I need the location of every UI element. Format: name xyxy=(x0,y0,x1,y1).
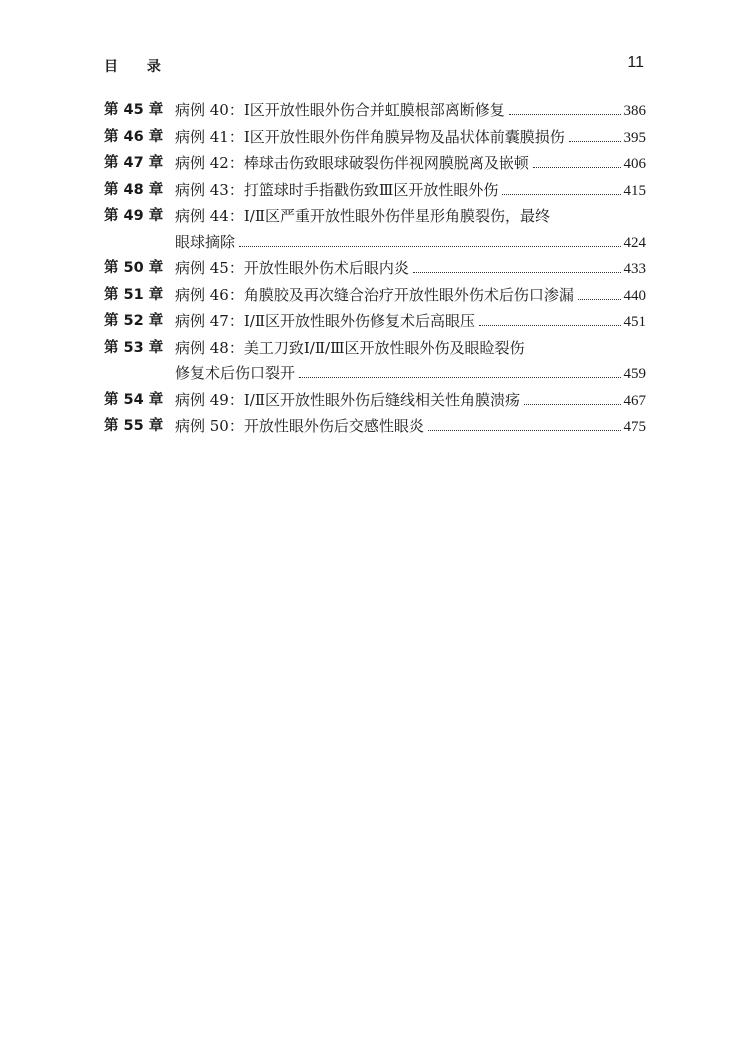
toc-entry[interactable] xyxy=(104,204,646,256)
page-number: 11 xyxy=(627,54,644,71)
entry-title: 病例 50：开放性眼外伤后交感性眼炎 xyxy=(175,417,424,435)
entry-title: 眼球摘除 xyxy=(175,232,236,251)
entry-line xyxy=(175,283,646,310)
entry-title: 病例 41：Ⅰ区开放性眼外伤伴角膜异物及晶状体前囊膜损伤 xyxy=(175,127,565,146)
chapter-number: 第 45 章 xyxy=(104,102,164,118)
entry-title: 病例 48：美工刀致Ⅰ/Ⅱ/Ⅲ区开放性眼外伤及眼睑裂伤 xyxy=(175,338,525,357)
entry-body xyxy=(175,336,646,388)
entry-line xyxy=(175,361,646,388)
entry-title: 病例 49：Ⅰ/Ⅱ区开放性眼外伤后缝线相关性角膜溃疡 xyxy=(175,390,521,409)
entry-page-number: 415 xyxy=(623,182,646,199)
dot-leader xyxy=(509,114,621,115)
chapter-number: 第 49 章 xyxy=(104,208,164,224)
entry-page-number: 433 xyxy=(623,261,646,277)
entry-body xyxy=(175,151,646,178)
dot-leader xyxy=(299,377,620,378)
entry-line xyxy=(175,309,646,336)
chapter-number: 第 47 章 xyxy=(104,155,164,171)
entry-body xyxy=(175,388,646,415)
dot-leader xyxy=(428,430,621,431)
entry-line xyxy=(175,178,646,205)
entry-title: 病例 44：Ⅰ/Ⅱ区严重开放性眼外伤伴星形角膜裂伤，最终 xyxy=(175,207,551,225)
chapter-number: 第 54 章 xyxy=(104,391,164,408)
toc-entry[interactable] xyxy=(104,283,646,310)
toc-entry[interactable] xyxy=(104,336,646,388)
section-title: 目 录 xyxy=(104,59,173,75)
entry-page-number: 440 xyxy=(623,287,646,304)
entry-title: 病例 40：Ⅰ区开放性眼外伤合并虹膜根部离断修复 xyxy=(175,101,505,119)
entry-body xyxy=(175,98,646,125)
toc-entry[interactable] xyxy=(104,388,646,415)
entry-title: 修复术后伤口裂开 xyxy=(175,364,296,382)
dot-leader xyxy=(569,141,621,142)
entry-page-number: 451 xyxy=(623,314,646,330)
entry-page-number: 395 xyxy=(623,129,646,146)
toc-entry[interactable] xyxy=(104,151,646,178)
toc-entry[interactable] xyxy=(104,178,646,205)
dot-leader xyxy=(524,404,620,405)
chapter-number: 第 51 章 xyxy=(104,286,164,303)
page-header xyxy=(104,56,644,80)
entry-title: 病例 47：Ⅰ/Ⅱ区开放性眼外伤修复术后高眼压 xyxy=(175,312,476,330)
dot-leader xyxy=(239,246,620,247)
entry-title: 病例 46：角膜胶及再次缝合治疗开放性眼外伤术后伤口渗漏 xyxy=(175,285,574,304)
entry-page-number: 467 xyxy=(623,392,646,409)
chapter-number: 第 53 章 xyxy=(104,339,164,356)
entry-body xyxy=(175,178,646,205)
dot-leader xyxy=(578,299,621,300)
dot-leader xyxy=(502,194,620,195)
entry-title: 病例 43：打篮球时手指戳伤致Ⅲ区开放性眼外伤 xyxy=(175,180,499,199)
toc-entry[interactable] xyxy=(104,98,646,125)
chapter-number: 第 55 章 xyxy=(104,418,164,434)
entry-line xyxy=(175,256,646,283)
entry-line xyxy=(175,388,646,415)
dot-leader xyxy=(413,272,621,273)
toc-entry[interactable] xyxy=(104,256,646,283)
entry-body xyxy=(175,414,646,441)
entry-page-number: 386 xyxy=(623,103,646,119)
entry-line xyxy=(175,336,646,362)
entry-body xyxy=(175,125,646,152)
entry-body xyxy=(175,283,646,310)
entry-body xyxy=(175,256,646,283)
entry-line xyxy=(175,98,646,125)
toc-entry[interactable] xyxy=(104,125,646,152)
toc-entry[interactable] xyxy=(104,414,646,441)
entry-page-number: 424 xyxy=(623,234,646,251)
entry-line xyxy=(175,230,646,257)
entry-line xyxy=(175,125,646,152)
toc-entry[interactable] xyxy=(104,309,646,336)
entry-page-number: 406 xyxy=(623,156,646,172)
chapter-number: 第 48 章 xyxy=(104,181,164,198)
chapter-number: 第 50 章 xyxy=(104,260,164,276)
entry-line xyxy=(175,204,646,230)
entry-line xyxy=(175,414,646,441)
table-of-contents xyxy=(104,98,646,441)
entry-line xyxy=(175,151,646,178)
entry-title: 病例 42：棒球击伤致眼球破裂伤伴视网膜脱离及嵌顿 xyxy=(175,154,529,172)
entry-body xyxy=(175,204,646,256)
entry-body xyxy=(175,309,646,336)
dot-leader xyxy=(479,325,620,326)
entry-page-number: 475 xyxy=(623,419,646,435)
entry-page-number: 459 xyxy=(623,366,646,382)
entry-title: 病例 45：开放性眼外伤术后眼内炎 xyxy=(175,259,409,277)
dot-leader xyxy=(533,167,621,168)
chapter-number: 第 52 章 xyxy=(104,313,164,329)
chapter-number: 第 46 章 xyxy=(104,128,164,145)
